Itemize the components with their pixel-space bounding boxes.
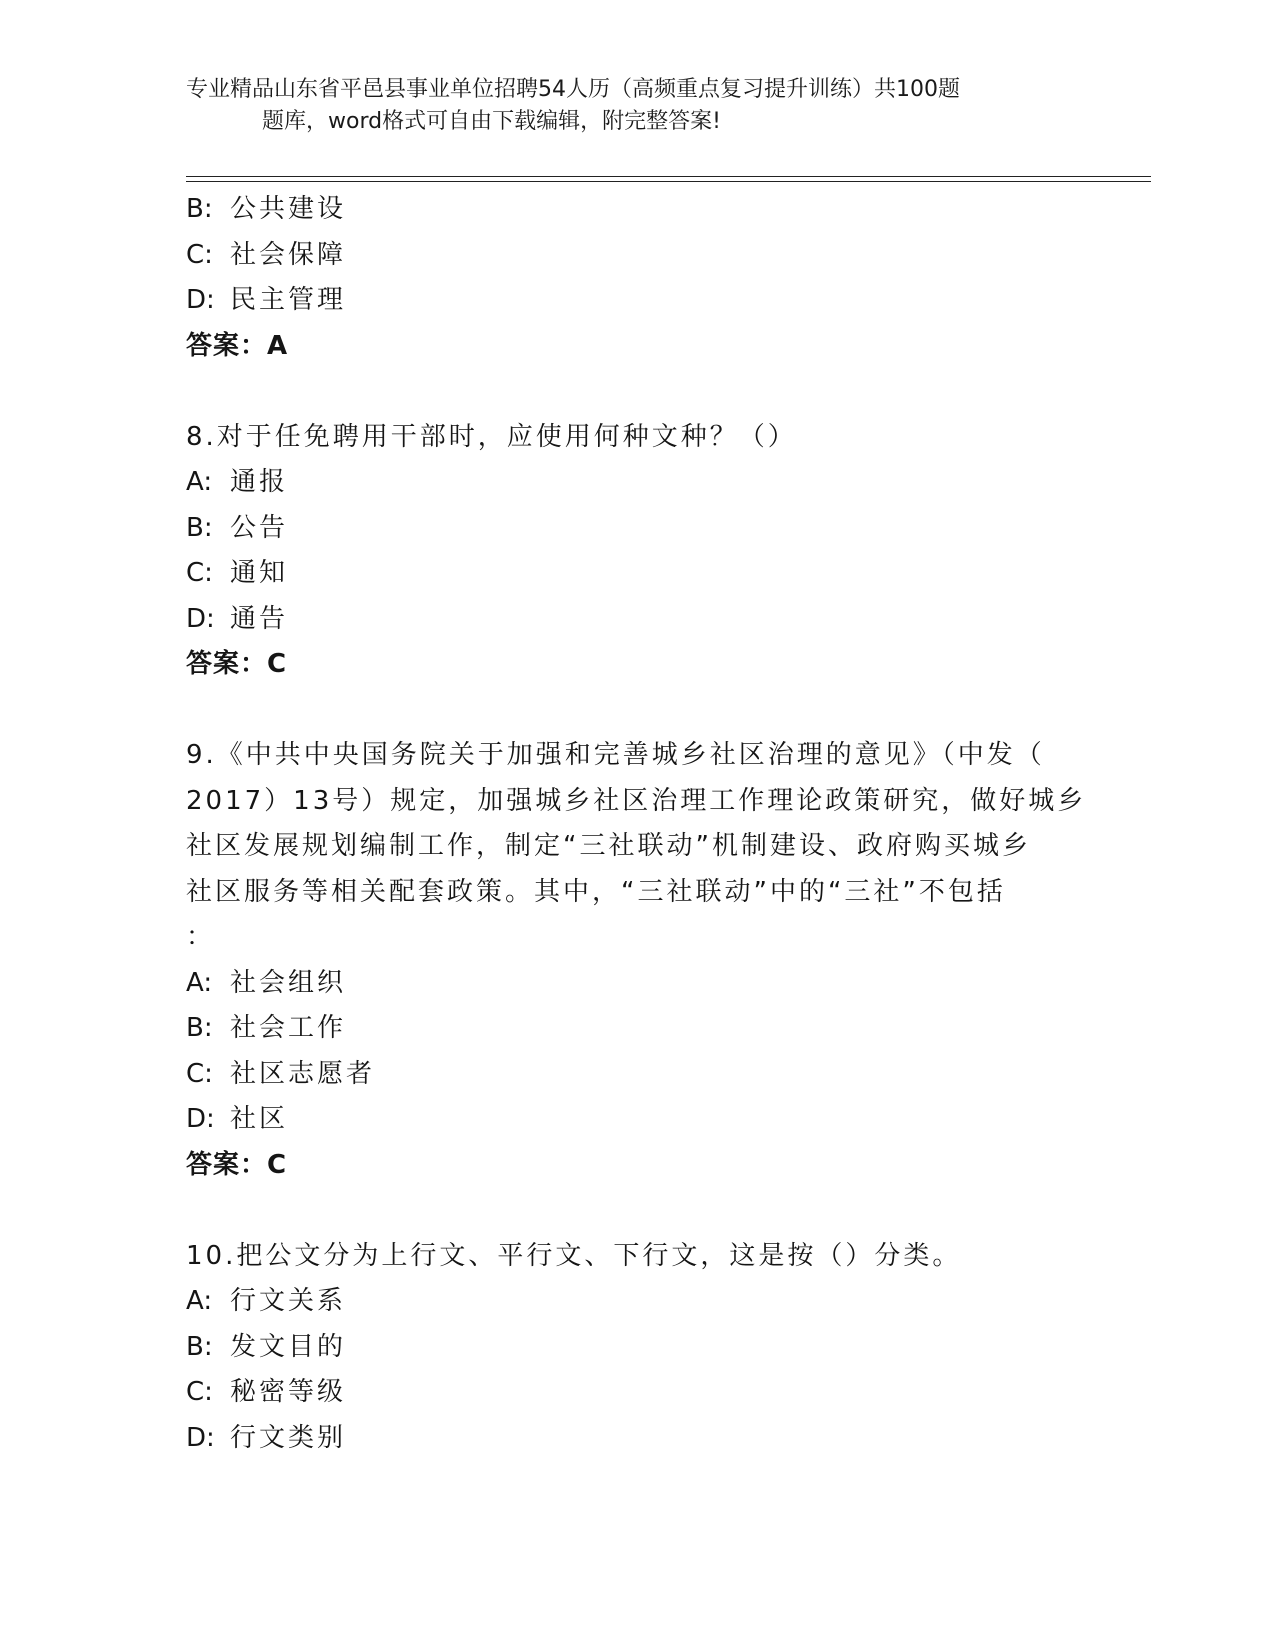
- option-text: 社区: [230, 1104, 289, 1134]
- option-text: 公告: [230, 512, 289, 543]
- option-b: [186, 1325, 1086, 1371]
- question-text: 10.把公文分为上行文、平行文、下行文，这是按（）分类。: [186, 1240, 962, 1271]
- option-b: [186, 1006, 1086, 1052]
- option-a: [186, 460, 1086, 506]
- option-b: [186, 506, 1086, 552]
- option-text: 民主管理: [230, 285, 347, 315]
- question-list: [186, 187, 1086, 1461]
- question-10: [186, 1234, 1086, 1462]
- option-a: [186, 1279, 1086, 1325]
- option-d: [186, 1097, 1086, 1143]
- question-7-continued: [186, 187, 1086, 369]
- option-key: D:: [186, 603, 215, 634]
- option-key: C:: [186, 239, 213, 270]
- header-divider-top: [186, 176, 1151, 177]
- question-text-line: ：: [186, 922, 216, 952]
- option-key: C:: [186, 558, 213, 588]
- question-text: 8.对于任免聘用干部时，应使用何种文种？（）: [186, 421, 797, 452]
- header-title-line-2: 题库，word格式可自由下载编辑，附完整答案!: [262, 109, 721, 134]
- option-d: [186, 597, 1086, 643]
- answer-line: 答案：C: [186, 649, 288, 679]
- answer-line: 答案：A: [186, 330, 289, 361]
- spacer: [186, 1188, 1086, 1234]
- option-key: D:: [186, 1422, 215, 1453]
- option-text: 社会保障: [230, 239, 347, 270]
- option-d: [186, 1416, 1086, 1462]
- question-text-line: 9.《中共中央国务院关于加强和完善城乡社区治理的意见》（中发（: [186, 740, 1045, 770]
- question-text-line: 2017）13号）规定，加强城乡社区治理工作理论政策研究，做好城乡: [186, 785, 1087, 816]
- option-key: B:: [186, 1013, 213, 1043]
- option-text: 社会工作: [230, 1013, 347, 1043]
- option-a: [186, 961, 1086, 1007]
- option-c: [186, 1370, 1086, 1416]
- option-c: [186, 233, 1086, 279]
- header-divider-bottom: [186, 181, 1151, 182]
- option-key: B:: [186, 194, 213, 224]
- option-text: 社会组织: [230, 967, 347, 998]
- option-text: 秘密等级: [230, 1377, 347, 1407]
- option-text: 社区志愿者: [230, 1058, 376, 1089]
- option-key: A:: [186, 1286, 213, 1316]
- question-text-line: 社区发展规划编制工作，制定“三社联动”机制建设、政府购买城乡: [186, 831, 1031, 861]
- option-text: 通报: [230, 467, 289, 497]
- option-key: A:: [186, 467, 213, 497]
- option-text: 行文关系: [230, 1286, 347, 1316]
- page-header: [186, 74, 1086, 138]
- option-key: A:: [186, 967, 213, 998]
- option-text: 公共建设: [230, 194, 347, 224]
- option-key: B:: [186, 512, 213, 543]
- spacer: [186, 688, 1086, 734]
- question-9: [186, 733, 1086, 1188]
- option-text: 通知: [230, 558, 289, 588]
- option-key: B:: [186, 1331, 213, 1362]
- option-text: 行文类别: [230, 1422, 347, 1453]
- option-text: 通告: [230, 603, 289, 634]
- option-key: C:: [186, 1377, 213, 1407]
- option-key: D:: [186, 1104, 215, 1134]
- option-key: C:: [186, 1058, 213, 1089]
- answer-line: 答案：C: [186, 1149, 288, 1180]
- header-title-line-1: 专业精品山东省平邑县事业单位招聘54人历（高频重点复习提升训练）共100题: [186, 77, 960, 102]
- option-key: D:: [186, 285, 215, 315]
- question-text-line: 社区服务等相关配套政策。其中，“三社联动”中的“三社”不包括: [186, 876, 1006, 907]
- question-text: [186, 733, 1086, 961]
- option-b: [186, 187, 1086, 233]
- option-d: [186, 278, 1086, 324]
- spacer: [186, 369, 1086, 415]
- option-c: [186, 1052, 1086, 1098]
- option-c: [186, 551, 1086, 597]
- option-text: 发文目的: [230, 1331, 347, 1362]
- question-8: [186, 415, 1086, 688]
